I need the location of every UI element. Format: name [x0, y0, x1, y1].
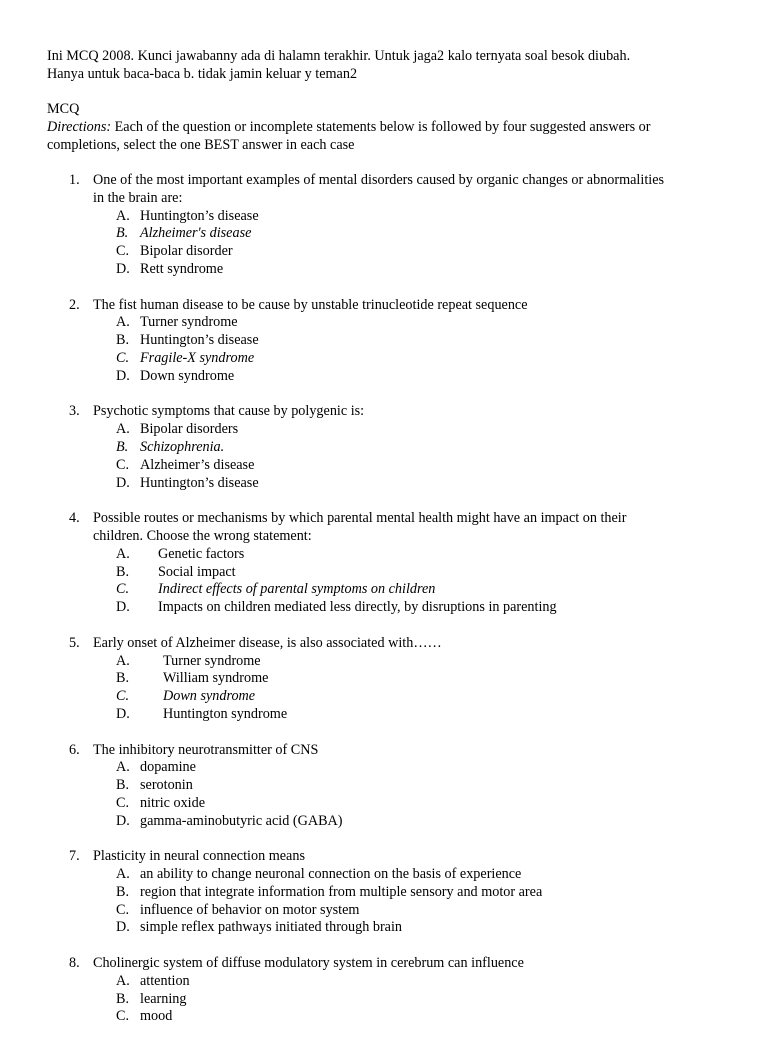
- option-letter: B.: [116, 990, 130, 1007]
- option-letter: D.: [116, 705, 130, 722]
- directions-label: Directions:: [47, 118, 112, 135]
- question-text-line: Cholinergic system of diffuse modulatory system in cerebrum can influence: [93, 955, 524, 972]
- option-letter: B.: [116, 670, 130, 687]
- option-text: Down syndrome: [163, 688, 256, 705]
- option-letter: D.: [116, 474, 130, 491]
- question-1: [0, 172, 768, 279]
- option-d: [0, 475, 768, 493]
- option-text: Genetic factors: [158, 545, 245, 562]
- option-b: [0, 670, 768, 688]
- option-c-answer: [0, 688, 768, 706]
- option-letter: B.: [116, 563, 130, 580]
- option-text: Fragile-X syndrome: [140, 349, 255, 366]
- option-text: mood: [140, 1008, 173, 1025]
- option-a: [0, 314, 768, 332]
- question-text-line: The fist human disease to be cause by unstable trinucleotide repeat sequence: [93, 296, 528, 313]
- directions-line-2: completions, select the one BEST answer in each case: [47, 136, 355, 153]
- option-letter: D.: [116, 919, 130, 936]
- option-text: Huntington syndrome: [163, 705, 288, 722]
- option-letter: C.: [116, 349, 130, 366]
- option-letter: C.: [116, 901, 130, 918]
- question-8: [0, 955, 768, 1026]
- option-text: serotonin: [140, 777, 193, 794]
- option-text: dopamine: [140, 759, 196, 776]
- question-text-line: Plasticity in neural connection means: [93, 848, 305, 865]
- intro-line-2: Hanya untuk baca-baca b. tidak jamin keluar y teman2: [47, 65, 358, 82]
- option-text: Huntington’s disease: [140, 207, 259, 224]
- option-d: [0, 599, 768, 617]
- option-c: [0, 457, 768, 475]
- option-letter: D.: [116, 599, 130, 616]
- question-text-line: Possible routes or mechanisms by which parental mental health might have an impact on their: [93, 510, 627, 527]
- option-letter: C.: [116, 688, 130, 705]
- question-3: [0, 403, 768, 492]
- option-letter: A.: [116, 207, 130, 224]
- option-letter: A.: [116, 759, 130, 776]
- question-text-line: in the brain are:: [93, 189, 183, 206]
- directions-line-1: [47, 119, 747, 137]
- option-d: [0, 919, 768, 937]
- option-list: [0, 314, 768, 385]
- option-letter: D.: [116, 367, 130, 384]
- mcq-header: [47, 101, 747, 154]
- directions-text-1: Each of the question or incomplete statements below is followed by four suggested answers or: [111, 118, 651, 135]
- question-4: [0, 510, 768, 617]
- question-text-line: children. Choose the wrong statement:: [93, 527, 312, 544]
- question-text: [93, 510, 743, 546]
- option-text: nitric oxide: [140, 794, 206, 811]
- option-text: Social impact: [158, 563, 236, 580]
- option-text: Huntington’s disease: [140, 474, 259, 491]
- option-text: Bipolar disorder: [140, 243, 233, 260]
- question-text: [93, 297, 743, 315]
- option-text: an ability to change neuronal connection on the basis of experience: [140, 866, 522, 883]
- option-a: [0, 546, 768, 564]
- option-c: [0, 902, 768, 920]
- question-7: [0, 848, 768, 937]
- question-text: [93, 742, 743, 760]
- option-text: learning: [140, 990, 187, 1007]
- option-letter: B.: [116, 777, 130, 794]
- option-b: [0, 332, 768, 350]
- option-text: gamma-aminobutyric acid (GABA): [140, 812, 343, 829]
- option-letter: C.: [116, 1008, 130, 1025]
- question-text: [93, 635, 743, 653]
- question-text: [93, 955, 743, 973]
- option-list: [0, 866, 768, 937]
- option-letter: C.: [116, 243, 130, 260]
- option-letter: A.: [116, 866, 130, 883]
- question-number: 6.: [69, 741, 80, 758]
- question-number: 1.: [69, 172, 80, 188]
- question-2: [0, 297, 768, 386]
- option-text: Bipolar disorders: [140, 421, 239, 438]
- option-text: Schizophrenia.: [140, 438, 225, 455]
- option-text: simple reflex pathways initiated through brain: [140, 919, 403, 936]
- option-letter: A.: [116, 652, 130, 669]
- option-d: [0, 813, 768, 831]
- option-letter: C.: [116, 794, 130, 811]
- option-d: [0, 706, 768, 724]
- question-text-line: The inhibitory neurotransmitter of CNS: [93, 741, 319, 758]
- question-number: 4.: [69, 510, 80, 527]
- question-text: [93, 403, 743, 421]
- option-text: Alzheimer's disease: [140, 225, 252, 242]
- option-letter: B.: [116, 225, 129, 242]
- option-text: Huntington’s disease: [140, 332, 259, 349]
- option-a: [0, 653, 768, 671]
- option-list: [0, 546, 768, 617]
- question-5: [0, 635, 768, 724]
- option-letter: A.: [116, 314, 130, 331]
- option-letter: C.: [116, 456, 130, 473]
- mcq-title: MCQ: [47, 101, 80, 117]
- option-text: Turner syndrome: [163, 652, 261, 669]
- option-c: [0, 795, 768, 813]
- question-number: 8.: [69, 955, 80, 972]
- question-list: [0, 172, 768, 1044]
- question-number: 5.: [69, 634, 80, 651]
- option-letter: B.: [116, 332, 130, 349]
- option-list: [0, 208, 768, 279]
- option-b: [0, 777, 768, 795]
- option-a: [0, 973, 768, 991]
- option-d: [0, 261, 768, 279]
- option-a: [0, 759, 768, 777]
- option-b: [0, 991, 768, 1009]
- question-number: 7.: [69, 848, 80, 865]
- option-c-answer: [0, 350, 768, 368]
- option-letter: C.: [116, 581, 130, 598]
- option-a: [0, 208, 768, 226]
- option-a: [0, 866, 768, 884]
- option-letter: A.: [116, 421, 130, 438]
- option-text: attention: [140, 972, 190, 989]
- option-letter: A.: [116, 972, 130, 989]
- option-text: region that integrate information from multiple sensory and motor area: [140, 883, 543, 900]
- option-text: Indirect effects of parental symptoms on children: [158, 581, 436, 598]
- option-text: Impacts on children mediated less directly, by disruptions in parenting: [158, 599, 557, 616]
- option-c-answer: [0, 581, 768, 599]
- option-b-answer: [0, 225, 768, 243]
- question-text: [93, 172, 743, 208]
- intro-line-1: Ini MCQ 2008. Kunci jawabanny ada di halamn terakhir. Untuk jaga2 kalo ternyata soal besok diubah.: [47, 48, 631, 64]
- option-text: influence of behavior on motor system: [140, 901, 360, 918]
- option-a: [0, 421, 768, 439]
- option-b: [0, 564, 768, 582]
- option-text: William syndrome: [163, 670, 269, 687]
- intro-note: [47, 48, 747, 84]
- option-text: Alzheimer’s disease: [140, 456, 255, 473]
- option-letter: D.: [116, 260, 130, 277]
- question-text: [93, 848, 743, 866]
- option-list: [0, 973, 768, 1026]
- option-text: Down syndrome: [140, 367, 235, 384]
- option-text: Turner syndrome: [140, 314, 238, 331]
- option-letter: B.: [116, 883, 130, 900]
- question-text-line: One of the most important examples of mental disorders caused by organic changes or abnormalities: [93, 172, 665, 188]
- option-d: [0, 368, 768, 386]
- option-list: [0, 653, 768, 724]
- question-number: 3.: [69, 403, 80, 420]
- option-list: [0, 759, 768, 830]
- option-letter: A.: [116, 545, 130, 562]
- option-list: [0, 421, 768, 492]
- question-number: 2.: [69, 296, 80, 313]
- option-text: Rett syndrome: [140, 260, 224, 277]
- question-6: [0, 742, 768, 831]
- option-b: [0, 884, 768, 902]
- option-letter: D.: [116, 812, 130, 829]
- question-text-line: Early onset of Alzheimer disease, is also associated with……: [93, 634, 442, 651]
- option-b-answer: [0, 439, 768, 457]
- question-text-line: Psychotic symptoms that cause by polygenic is:: [93, 403, 365, 420]
- option-letter: B.: [116, 438, 129, 455]
- option-c: [0, 243, 768, 261]
